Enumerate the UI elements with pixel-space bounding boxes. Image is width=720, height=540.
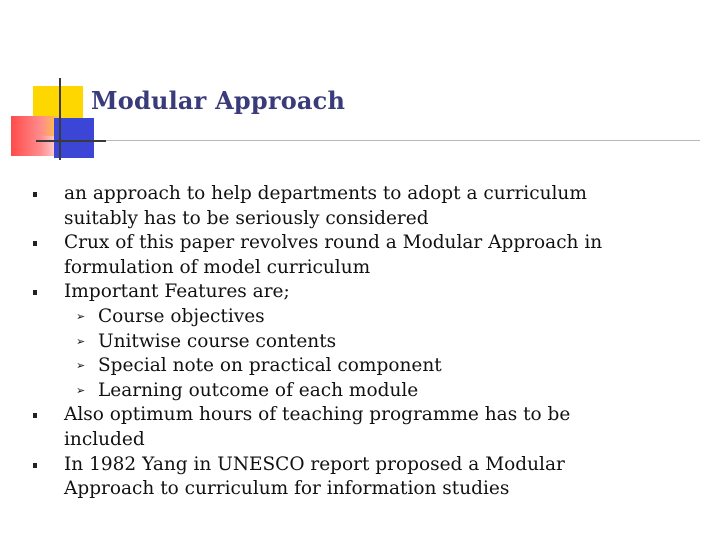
slide-title: Modular Approach bbox=[91, 86, 346, 115]
bullet-text: included bbox=[64, 428, 145, 450]
bullet-item bbox=[0, 280, 720, 305]
bullet-text: formulation of model curriculum bbox=[64, 256, 371, 278]
square-bullet-icon bbox=[33, 413, 37, 418]
bullet-text: Important Features are; bbox=[64, 281, 290, 303]
bullet-list bbox=[0, 182, 720, 502]
sub-bullet-text: Special note on practical component bbox=[98, 355, 442, 377]
sub-bullet-text: Unitwise course contents bbox=[98, 330, 337, 352]
square-bullet-icon bbox=[33, 290, 37, 295]
bullet-text: an approach to help departments to adopt a curriculum bbox=[64, 183, 587, 204]
bullet-item-continuation bbox=[0, 207, 720, 232]
sub-bullet-text: Learning outcome of each module bbox=[98, 379, 419, 401]
bullet-item bbox=[0, 453, 720, 478]
bullet-item bbox=[0, 231, 720, 256]
logo-vertical-line bbox=[59, 78, 61, 160]
bullet-item-continuation bbox=[0, 477, 720, 502]
arrow-bullet-icon: ➢ bbox=[76, 383, 86, 397]
title-underline bbox=[106, 140, 700, 141]
sub-bullet-item bbox=[0, 379, 720, 404]
sub-bullet-item bbox=[0, 305, 720, 330]
sub-bullet-text: Course objectives bbox=[98, 305, 265, 327]
bullet-text: Approach to curriculum for information studies bbox=[64, 478, 510, 500]
bullet-item-continuation bbox=[0, 256, 720, 281]
arrow-bullet-icon: ➢ bbox=[76, 309, 86, 323]
square-bullet-icon bbox=[33, 463, 37, 468]
bullet-item bbox=[0, 403, 720, 428]
title-underline-dark bbox=[36, 140, 106, 142]
square-bullet-icon bbox=[33, 192, 37, 197]
sub-bullet-item bbox=[0, 354, 720, 379]
arrow-bullet-icon: ➢ bbox=[76, 359, 86, 373]
bullet-item-continuation bbox=[0, 428, 720, 453]
square-bullet-icon bbox=[33, 241, 37, 246]
bullet-text: Crux of this paper revolves round a Modular Approach in bbox=[64, 232, 603, 254]
bullet-text: suitably has to be seriously considered bbox=[64, 207, 429, 229]
bullet-text: In 1982 Yang in UNESCO report proposed a Modular bbox=[64, 453, 565, 475]
sub-bullet-item bbox=[0, 330, 720, 355]
bullet-text: Also optimum hours of teaching programme has to be bbox=[64, 404, 571, 426]
arrow-bullet-icon: ➢ bbox=[76, 334, 86, 348]
bullet-item bbox=[0, 182, 720, 207]
